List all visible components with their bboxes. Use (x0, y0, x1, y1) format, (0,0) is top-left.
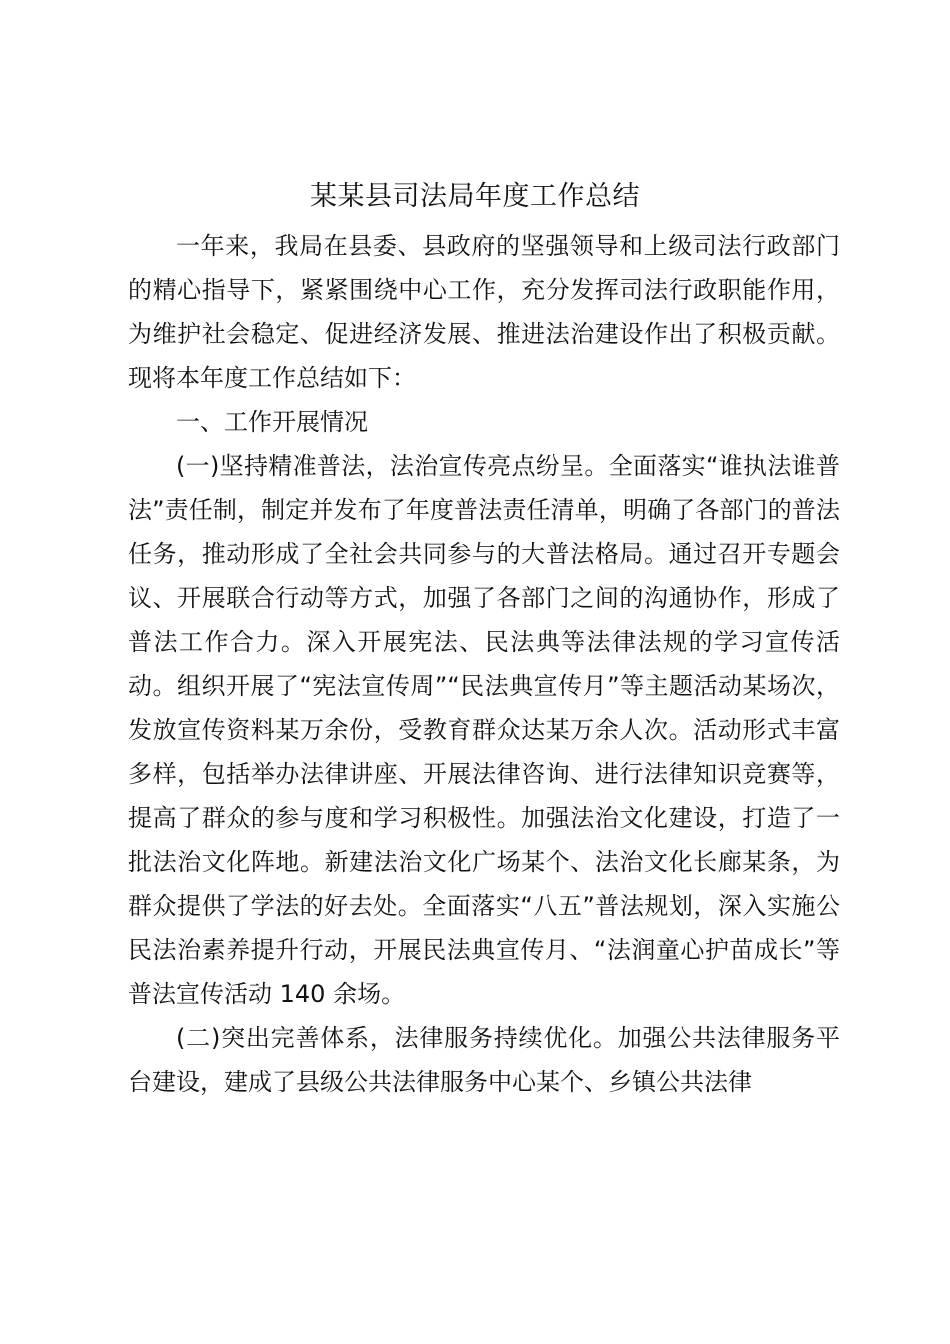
intro-paragraph: 一年来，我局在县委、县政府的坚强领导和上级司法行政部门的精心指导下，紧紧围绕中心工作，充分发挥司法行政职能作用，为维护社会稳定、促进经济发展、推进法治建设作出了积极贡献。现将本年度工作总结如下： (128, 232, 840, 392)
document-title: 某某县司法局年度工作总结 (310, 181, 640, 212)
paragraph-legal-services: (二)突出完善体系，法律服务持续优化。加强公共法律服务平台建设，建成了县级公共法律服务中心某个、乡镇公共法律 (128, 1024, 840, 1096)
document-body (128, 224, 840, 1104)
section-heading: 一、工作开展情况 (176, 408, 368, 436)
paragraph-publicity: (一)坚持精准普法，法治宣传亮点纷呈。全面落实“谁执法谁普法”责任制，制定并发布了年度普法责任清单，明确了各部门的普法任务，推动形成了全社会共同参与的大普法格局。通过召开专题会议、开展联合行动等方式，加强了各部门之间的沟通协作，形成了普法工作合力。深入开展宪法、民法典等法律法规的学习宣传活动。组织开展了“宪法宣传周”“民法典宣传月”等主题活动某场次，发放宣传资料某万余份，受教育群众达某万余人次。活动形式丰富多样，包括举办法律讲座、开展法律咨询、进行法律知识竞赛等，提高了群众的参与度和学习积极性。加强法治文化建设，打造了一批法治文化阵地。新建法治文化广场某个、法治文化长廊某条，为群众提供了学法的好去处。全面落实“八五”普法规划，深入实施公民法治素养提升行动，开展民法典宣传月、“法润童心护苗成长”等普法宣传活动 140 余场。 (128, 452, 840, 1008)
